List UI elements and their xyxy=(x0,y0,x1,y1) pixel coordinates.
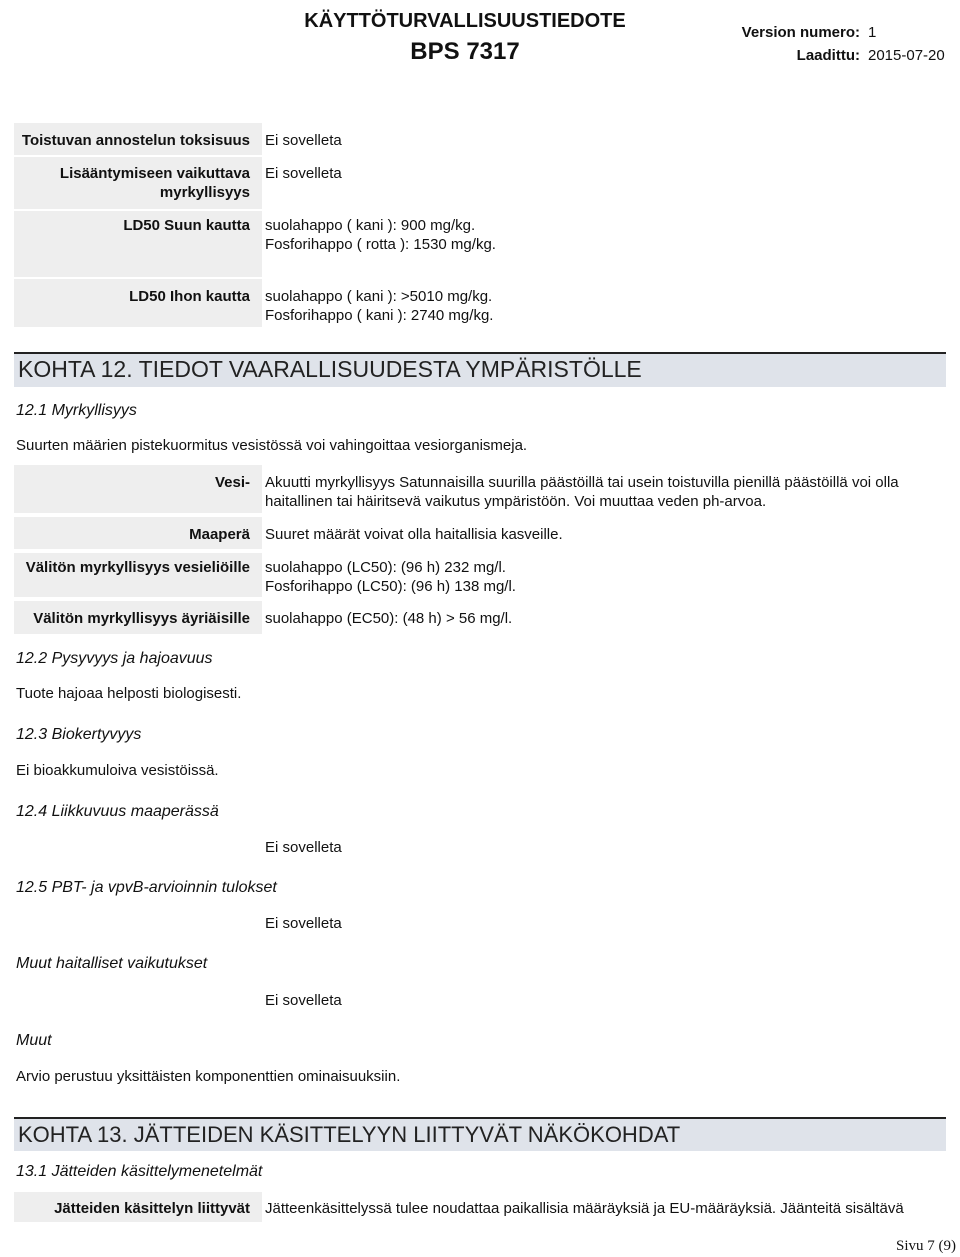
eco-row-fish-label xyxy=(14,553,262,597)
row-value-line2: haitallinen tai häiritsevä vaikutus ympäristöön. Voi muuttaa veden ph-arvoa. xyxy=(265,493,767,510)
waste-row-label xyxy=(14,1192,262,1222)
row-value-line1: Akuutti myrkyllisyys Satunnaisilla suurilla päästöillä tai usein toistuvilla pienillä päästöillä voi olla xyxy=(265,474,899,491)
row-label: Toistuvan annostelun toksisuus xyxy=(21,132,250,149)
eco-row-crustacean-label xyxy=(14,601,262,634)
subsection-12-3: 12.3 Biokertyvyys xyxy=(16,726,142,743)
row-value-line1: suolahappo ( kani ): >5010 mg/kg. xyxy=(265,288,493,305)
row-value-line2: Fosforihappo ( kani ): 2740 mg/kg. xyxy=(265,307,494,324)
tox-row-reproductive-label xyxy=(14,157,262,209)
text-12-4: Ei sovelleta xyxy=(265,839,342,856)
date-value: 2015-07-20 xyxy=(868,47,945,64)
subsection-12-2: 12.2 Pysyvyys ja hajoavuus xyxy=(16,650,213,667)
row-label: Maaperä xyxy=(189,526,250,543)
section-12-title: KOHTA 12. TIEDOT VAARALLISUUDESTA YMPÄRISTÖLLE xyxy=(18,356,642,382)
version-value: 1 xyxy=(868,24,877,41)
row-label: LD50 Ihon kautta xyxy=(129,288,250,305)
row-label: Välitön myrkyllisyys vesieliöille xyxy=(25,559,250,576)
row-label: Vesi- xyxy=(214,474,250,491)
row-label: Jätteiden käsittelyn liittyvät xyxy=(54,1200,250,1217)
row-value: Ei sovelleta xyxy=(265,132,342,149)
date-label: Laadittu: xyxy=(796,47,860,64)
text-12-2: Tuote hajoaa helposti biologisesti. xyxy=(16,685,242,702)
text-other-effects: Ei sovelleta xyxy=(265,992,342,1009)
page-number: Sivu 7 (9) xyxy=(896,1238,956,1254)
version-label: Version numero: xyxy=(741,24,860,41)
section-12-header xyxy=(14,352,946,387)
row-label-line1: Lisääntymiseen vaikuttava xyxy=(59,165,250,182)
waste-row-value: Jätteenkäsittelyssä tulee noudattaa paikallisia määräyksiä ja EU-määräyksiä. Jäänteitä sisältävä xyxy=(265,1200,904,1217)
section-13-title: KOHTA 13. JÄTTEIDEN KÄSITTELYYN LIITTYVÄT NÄKÖKOHDAT xyxy=(18,1122,681,1147)
text-12-5: Ei sovelleta xyxy=(265,915,342,932)
row-label: Välitön myrkyllisyys äyriäisille xyxy=(33,610,250,627)
section-13-header xyxy=(14,1117,946,1151)
subsection-other-effects: Muut haitalliset vaikutukset xyxy=(16,955,208,972)
subsection-13-1: 13.1 Jätteiden käsittelymenetelmät xyxy=(16,1163,263,1180)
row-value-line2: Fosforihappo ( rotta ): 1530 mg/kg. xyxy=(265,236,496,253)
row-value: Suuret määrät voivat olla haitallisia kasveille. xyxy=(265,526,563,543)
subsection-12-4: 12.4 Liikkuvuus maaperässä xyxy=(16,803,219,820)
eco-row-soil-label xyxy=(14,517,262,549)
row-value-line2: Fosforihappo (LC50): (96 h) 138 mg/l. xyxy=(265,578,516,595)
tox-row-ld50-dermal-label xyxy=(14,279,262,327)
subsection-12-5: 12.5 PBT- ja vpvB-arvioinnin tulokset xyxy=(16,879,277,896)
tox-row-repeated-label xyxy=(14,123,262,155)
product-code: BPS 7317 xyxy=(410,38,520,65)
row-label: LD50 Suun kautta xyxy=(123,217,250,234)
row-value: Ei sovelleta xyxy=(265,165,342,182)
row-value: suolahappo (EC50): (48 h) > 56 mg/l. xyxy=(265,610,513,627)
subsection-12-1: 12.1 Myrkyllisyys xyxy=(16,402,137,419)
eco-row-water-label xyxy=(14,465,262,513)
text-other: Arvio perustuu yksittäisten komponenttien ominaisuuksiin. xyxy=(16,1068,401,1085)
row-value-line1: suolahappo ( kani ): 900 mg/kg. xyxy=(265,217,476,234)
text-12-3: Ei bioakkumuloiva vesistöissä. xyxy=(16,762,219,779)
intro-text: Suurten määrien pistekuormitus vesistössä voi vahingoittaa vesiorganismeja. xyxy=(16,437,528,454)
subsection-other: Muut xyxy=(16,1032,52,1049)
row-label-line2: myrkyllisyys xyxy=(159,184,250,201)
document-title: KÄYTTÖTURVALLISUUSTIEDOTE xyxy=(304,10,626,32)
row-value-line1: suolahappo (LC50): (96 h) 232 mg/l. xyxy=(265,559,506,576)
tox-row-ld50-oral-label xyxy=(14,211,262,277)
